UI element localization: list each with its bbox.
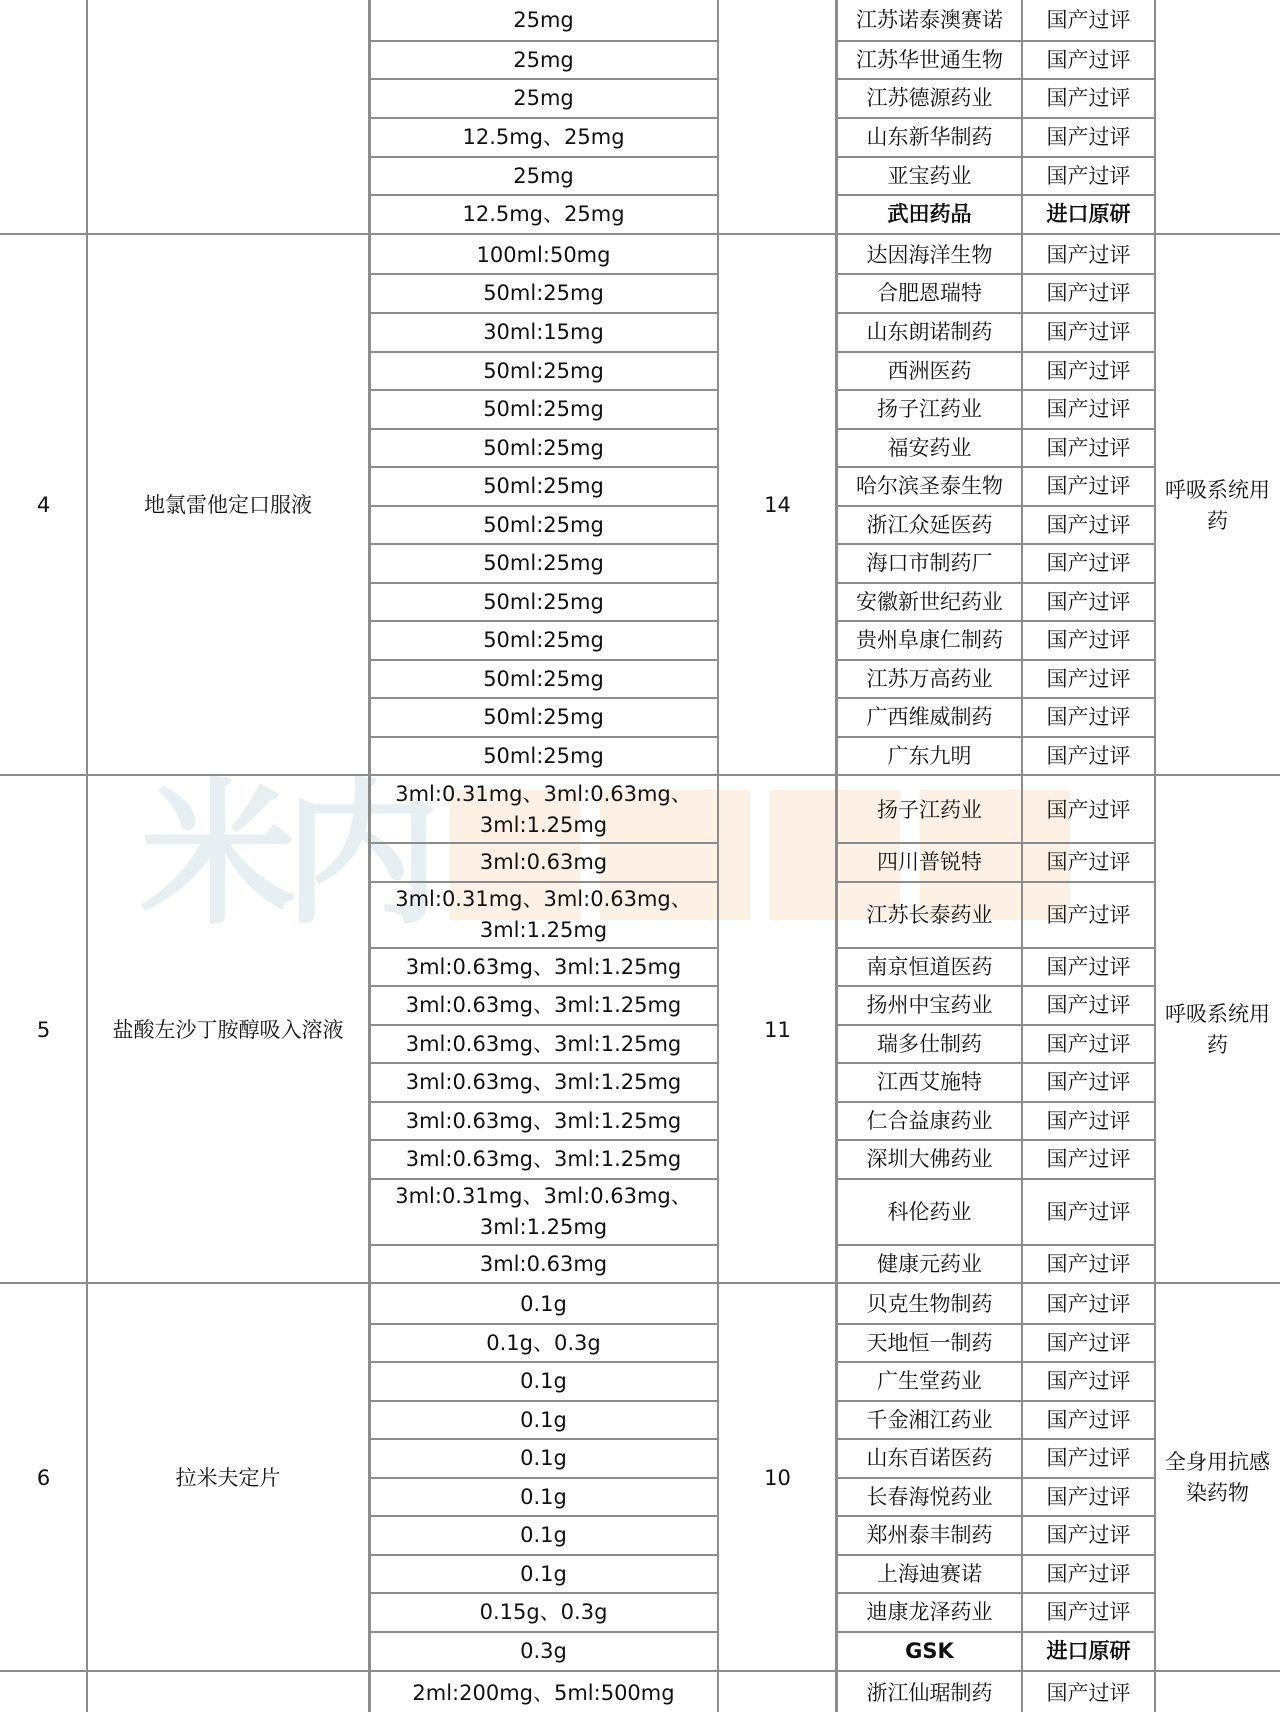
group-index: 4 (36, 493, 51, 517)
status-cell: 国产过评 (1046, 1292, 1131, 1316)
company-cell: 千金湘江药业 (866, 1407, 993, 1432)
status-cell: 国产过评 (1046, 993, 1131, 1017)
status-cell: 国产过评 (1046, 1561, 1131, 1586)
spec-cell: 50ml:25mg (483, 512, 604, 537)
spec-cell: 30ml:15mg (483, 320, 604, 344)
status-cell: 国产过评 (1046, 797, 1131, 822)
spec-cell: 0.3g (520, 1639, 567, 1663)
status-cell: 国产过评 (1046, 705, 1131, 729)
company-cell: 江苏德源药业 (866, 86, 993, 110)
status-cell: 国产过评 (1046, 397, 1131, 421)
approval-count: 10 (764, 1465, 791, 1490)
company-cell: 广西维威制药 (866, 705, 993, 729)
company-cell: 广生堂药业 (877, 1369, 982, 1393)
spec-cell: 3ml:0.31mg、3ml:0.63mg、3ml:1.25mg (395, 1184, 692, 1239)
company-cell: 浙江仙琚制药 (866, 1680, 993, 1705)
status-cell: 国产过评 (1046, 589, 1131, 614)
company-cell: 浙江众延医药 (866, 512, 993, 537)
status-cell: 国产过评 (1046, 902, 1131, 927)
drug-category: 全身用抗感染药物 (1165, 1450, 1270, 1505)
spec-cell: 50ml:25mg (483, 589, 604, 614)
company-cell: 瑞多仕制药 (877, 1031, 982, 1056)
status-cell: 国产过评 (1046, 628, 1131, 652)
company-cell: 江苏诺泰澳赛诺 (856, 8, 1003, 32)
spec-cell: 3ml:0.63mg、3ml:1.25mg (405, 1031, 682, 1056)
spec-cell: 50ml:25mg (483, 666, 604, 691)
drug-name: 地氯雷他定口服液 (144, 493, 312, 517)
approval-count: 14 (764, 493, 791, 517)
spec-cell: 0.1g (520, 1369, 567, 1393)
drug-name: 拉米夫定片 (175, 1465, 281, 1490)
drug-name: 盐酸左沙丁胺醇吸入溶液 (112, 1017, 344, 1042)
spec-cell: 0.1g、0.3g (486, 1330, 601, 1355)
company-cell: 山东新华制药 (866, 125, 993, 149)
column-divider-inner (370, 0, 371, 1712)
spec-cell: 0.1g (520, 1292, 567, 1316)
spec-cell: 25mg (513, 47, 574, 72)
company-cell: 山东百诺医药 (866, 1446, 993, 1470)
spec-cell: 50ml:25mg (483, 705, 604, 729)
company-cell: 广东九明 (887, 743, 972, 768)
spec-cell: 0.1g (520, 1484, 567, 1509)
spec-cell: 12.5mg、25mg (462, 202, 625, 226)
spec-cell: 3ml:0.63mg (479, 850, 608, 874)
company-cell: GSK (905, 1639, 954, 1663)
status-cell: 国产过评 (1046, 358, 1131, 383)
spec-cell: 12.5mg、25mg (462, 125, 625, 149)
group-index: 6 (36, 1465, 51, 1490)
company-cell: 上海迪赛诺 (877, 1561, 982, 1586)
spec-cell: 50ml:25mg (483, 397, 604, 421)
group-index: 5 (36, 1017, 51, 1042)
spec-cell: 3ml:0.31mg、3ml:0.63mg、3ml:1.25mg (395, 782, 692, 837)
status-cell: 国产过评 (1046, 1108, 1131, 1133)
spec-cell: 100ml:50mg (476, 242, 611, 267)
company-cell: 江西艾施特 (877, 1070, 982, 1094)
approval-count: 11 (764, 1017, 791, 1042)
company-cell: 贵州阜康仁制药 (856, 628, 1003, 652)
company-cell: 深圳大佛药业 (866, 1147, 993, 1171)
company-cell: 江苏华世通生物 (856, 47, 1003, 72)
spec-cell: 2ml:200mg、5ml:500mg (412, 1680, 675, 1705)
company-cell: 健康元药业 (877, 1251, 982, 1276)
spec-cell: 50ml:25mg (483, 435, 604, 460)
group-divider (0, 1282, 1280, 1284)
status-cell: 国产过评 (1046, 1199, 1131, 1224)
status-cell: 国产过评 (1046, 954, 1131, 979)
status-cell: 国产过评 (1046, 666, 1131, 691)
status-cell: 国产过评 (1046, 1369, 1131, 1393)
company-cell: 扬子江药业 (877, 397, 982, 421)
status-cell: 国产过评 (1046, 1484, 1131, 1509)
status-cell: 国产过评 (1046, 320, 1131, 344)
status-cell: 国产过评 (1046, 435, 1131, 460)
spec-cell: 25mg (513, 8, 574, 32)
status-cell: 国产过评 (1046, 1330, 1131, 1355)
spec-cell: 0.1g (520, 1561, 567, 1586)
spec-cell: 3ml:0.63mg、3ml:1.25mg (405, 1108, 682, 1133)
status-cell: 国产过评 (1046, 743, 1131, 768)
column-divider (836, 0, 838, 1712)
status-cell: 国产过评 (1046, 512, 1131, 537)
company-cell: 西洲医药 (887, 358, 972, 383)
column-divider (86, 0, 88, 1712)
group-divider (0, 233, 1280, 235)
approval-count (718, 1673, 837, 1713)
approval-count (718, 0, 837, 234)
spec-cell: 50ml:25mg (483, 551, 604, 575)
spec-cell: 0.1g (520, 1407, 567, 1432)
status-cell: 国产过评 (1046, 1600, 1131, 1624)
spec-cell: 3ml:0.63mg (479, 1251, 608, 1276)
company-cell: 合肥恩瑞特 (877, 281, 982, 305)
company-cell: 贝克生物制药 (866, 1292, 993, 1316)
company-cell: 安徽新世纪药业 (856, 589, 1003, 614)
status-cell: 国产过评 (1046, 850, 1131, 874)
group-divider (0, 1670, 1280, 1672)
drug-name (87, 1673, 369, 1713)
spec-cell: 0.15g、0.3g (479, 1600, 608, 1624)
company-cell: 达因海洋生物 (866, 242, 993, 267)
company-cell: 科伦药业 (887, 1199, 972, 1224)
spec-cell: 50ml:25mg (483, 474, 604, 498)
company-cell: 海口市制药厂 (866, 551, 993, 575)
company-cell: 江苏万高药业 (866, 666, 993, 691)
spec-cell: 3ml:0.63mg、3ml:1.25mg (405, 1147, 682, 1171)
column-divider-inner (835, 0, 836, 1712)
status-cell: 国产过评 (1046, 125, 1131, 149)
spec-cell: 50ml:25mg (483, 281, 604, 305)
company-cell: 亚宝药业 (887, 163, 972, 188)
column-divider (717, 0, 719, 1712)
column-divider (1021, 0, 1023, 1712)
status-cell: 国产过评 (1046, 474, 1131, 498)
company-cell: 仁合益康药业 (866, 1108, 993, 1133)
drug-name (87, 0, 369, 234)
company-cell: 天地恒一制药 (866, 1330, 993, 1355)
status-cell: 国产过评 (1046, 1523, 1131, 1547)
spec-cell: 0.1g (520, 1523, 567, 1547)
company-cell: 扬子江药业 (877, 797, 982, 822)
status-cell: 国产过评 (1046, 1147, 1131, 1171)
status-cell: 国产过评 (1046, 47, 1131, 72)
status-cell: 国产过评 (1046, 1031, 1131, 1056)
status-cell: 国产过评 (1046, 163, 1131, 188)
group-index (0, 1673, 87, 1713)
spec-cell: 3ml:0.63mg、3ml:1.25mg (405, 954, 682, 979)
company-cell: 长春海悦药业 (866, 1484, 993, 1509)
company-cell: 扬州中宝药业 (866, 993, 993, 1017)
company-cell: 郑州泰丰制药 (866, 1523, 993, 1547)
status-cell: 国产过评 (1046, 1446, 1131, 1470)
company-cell: 四川普锐特 (877, 850, 982, 874)
spec-cell: 3ml:0.63mg、3ml:1.25mg (405, 1070, 682, 1094)
company-cell: 哈尔滨圣泰生物 (856, 474, 1003, 498)
status-cell: 国产过评 (1046, 1251, 1131, 1276)
status-cell: 进口原研 (1046, 1639, 1131, 1663)
status-cell: 国产过评 (1046, 1680, 1131, 1705)
status-cell: 国产过评 (1046, 1070, 1131, 1094)
drug-category (1155, 1673, 1280, 1713)
company-cell: 江苏长泰药业 (866, 902, 993, 927)
status-cell: 进口原研 (1046, 202, 1131, 226)
spec-cell: 50ml:25mg (483, 743, 604, 768)
company-cell: 福安药业 (887, 435, 972, 460)
company-cell: 南京恒道医药 (866, 954, 993, 979)
spec-cell: 50ml:25mg (483, 358, 604, 383)
company-cell: 山东朗诺制药 (866, 320, 993, 344)
watermark-text: 米内 (140, 764, 428, 946)
spec-cell: 3ml:0.63mg、3ml:1.25mg (405, 993, 682, 1017)
group-divider (0, 774, 1280, 776)
spec-cell: 25mg (513, 86, 574, 110)
spec-cell: 50ml:25mg (483, 628, 604, 652)
company-cell: 武田药品 (887, 202, 972, 226)
drug-category: 呼吸系统用药 (1165, 477, 1270, 533)
spec-cell: 0.1g (520, 1446, 567, 1470)
drug-category (1155, 0, 1280, 234)
column-divider (1154, 0, 1156, 1712)
spec-cell: 25mg (513, 163, 574, 188)
company-cell: 迪康龙泽药业 (866, 1600, 993, 1624)
group-index (0, 0, 87, 234)
drug-category: 呼吸系统用药 (1165, 1002, 1270, 1057)
status-cell: 国产过评 (1046, 8, 1131, 32)
status-cell: 国产过评 (1046, 1407, 1131, 1432)
status-cell: 国产过评 (1046, 281, 1131, 305)
status-cell: 国产过评 (1046, 551, 1131, 575)
status-cell: 国产过评 (1046, 242, 1131, 267)
spec-cell: 3ml:0.31mg、3ml:0.63mg、3ml:1.25mg (395, 887, 692, 942)
status-cell: 国产过评 (1046, 86, 1131, 110)
